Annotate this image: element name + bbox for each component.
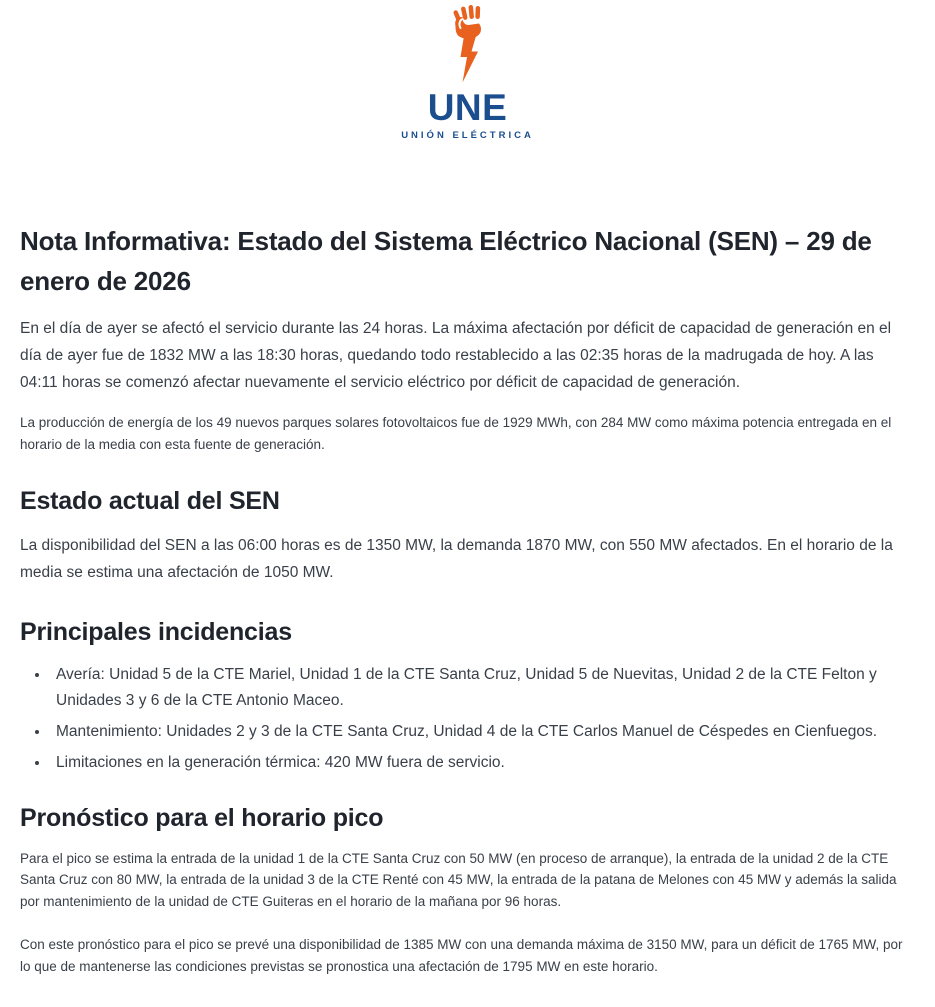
page-title: Nota Informativa: Estado del Sistema Eléctrico Nacional (SEN) – 29 de enero de 2026	[20, 226, 872, 296]
section-heading-pronostico: Pronóstico para el horario pico	[20, 804, 384, 832]
incidencias-list	[20, 662, 915, 776]
intro-paragraph: En el día de ayer se afectó el servicio durante las 24 horas. La máxima afectación por déficit de capacidad de generación en el día de ayer fue de 1832 MW a las 18:30 horas, quedando todo restablecido a las 02:35 horas de la madrugada de hoy. A las 04:11 horas se comenzó afectar nuevamente el servicio eléctrico por déficit de capacidad de generación.	[20, 320, 892, 391]
incidencia-mantenimiento: • Mantenimiento: Unidades 2 y 3 de la CTE Santa Cruz, Unidad 4 de la CTE Carlos Manuel de Céspedes en Cienfuegos.	[50, 719, 915, 745]
section-heading-estado-actual: Estado actual del SEN	[20, 487, 280, 515]
une-brand-text: UNE	[427, 87, 508, 128]
une-logo	[20, 5, 915, 141]
estado-actual-paragraph: La disponibilidad del SEN a las 06:00 horas es de 1350 MW, la demanda 1870 MW, con 550 MW afectados. En el horario de la media se estima una afectación de 1050 MW.	[20, 536, 893, 581]
solar-production-paragraph: La producción de energía de los 49 nuevos parques solares fotovoltaicos fue de 1929 MWh, con 284 MW como máxima potencia entregada en el horario de la media con esta fuente de generación.	[20, 415, 892, 452]
une-subtitle-text: UNIÓN ELÉCTRICA	[401, 130, 534, 141]
deficit-pronostico-paragraph: Con este pronóstico para el pico se prevé una disponibilidad de 1385 MW con una demanda máxima de 3150 MW, para un déficit de 1765 MW, por lo que de mantenerse las condiciones previstas se pronostica una afectación de 1795 MW en este horario.	[20, 937, 903, 974]
fist-lightning-icon	[450, 5, 486, 87]
incidencia-limitaciones: • Limitaciones en la generación térmica: 420 MW fuera de servicio.	[50, 750, 915, 776]
pronostico-pico-paragraph: Para el pico se estima la entrada de la unidad 1 de la CTE Santa Cruz con 50 MW (en proceso de arranque), la entrada de la unidad 2 de la CTE Santa Cruz con 80 MW, la entrada de la unidad 3 de la CTE Renté con 45 MW, la entrada de la patana de Melones con 45 MW y además la salida por mantenimiento de la unidad de CTE Guiteras en el horario de la mañana por 96 horas.	[20, 850, 897, 909]
incidencia-averia: • Avería: Unidad 5 de la CTE Mariel, Unidad 1 de la CTE Santa Cruz, Unidad 5 de Nuevitas, Unidad 2 de la CTE Felton y Unidades 3 y 6 de la CTE Antonio Maceo.	[50, 662, 915, 714]
document-body	[20, 221, 915, 977]
section-heading-principales-incidencias: Principales incidencias	[20, 617, 292, 646]
